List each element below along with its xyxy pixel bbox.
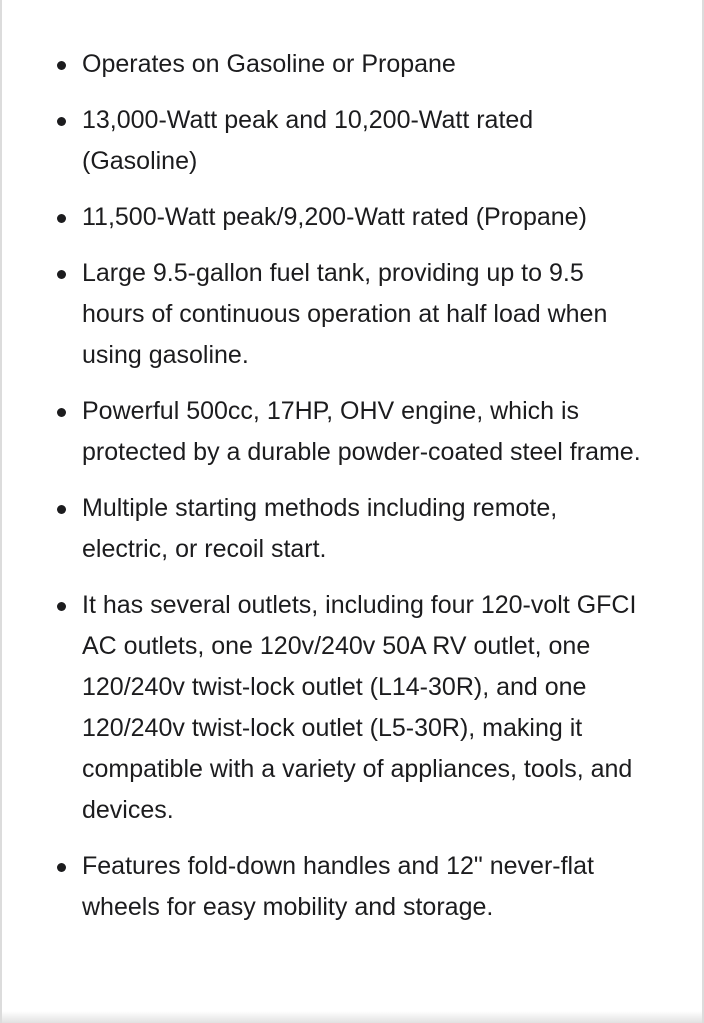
list-item-text: Features fold-down handles and 12" never-flat wheels for easy mobility and storage. [82, 852, 594, 921]
list-item-text: Multiple starting methods including remote, electric, or recoil start. [82, 494, 558, 563]
list-item [2, 253, 702, 376]
bullet-icon [57, 602, 66, 611]
bullet-icon [57, 505, 66, 514]
list-item [2, 488, 702, 570]
bullet-icon [57, 270, 66, 279]
bullet-icon [57, 863, 66, 872]
bottom-scroll-fade [2, 1011, 702, 1023]
list-item [2, 391, 702, 473]
bullet-icon [57, 117, 66, 126]
list-item-text: Large 9.5-gallon fuel tank, providing up to 9.5 hours of continuous operation at half load when using gasoline. [82, 259, 608, 369]
list-item [2, 44, 702, 85]
list-item [2, 100, 702, 182]
list-item [2, 197, 702, 238]
list-item-text: It has several outlets, including four 120-volt GFCI AC outlets, one 120v/240v 50A RV outlet, one 120/240v twist-lock outlet (L14-30R), and one 120/240v twist-lock outlet (L5-30R), making it compatible with a variety of appliances, tools, and devices. [82, 591, 637, 824]
list-item-text: 11,500-Watt peak/9,200-Watt rated (Propane) [82, 203, 587, 231]
list-item-text: Powerful 500cc, 17HP, OHV engine, which is protected by a durable powder-coated steel frame. [82, 397, 641, 466]
list-item [2, 846, 702, 928]
list-item-text: 13,000-Watt peak and 10,200-Watt rated (Gasoline) [82, 106, 534, 175]
bullet-icon [57, 408, 66, 417]
bullet-icon [57, 61, 66, 70]
list-item-text: Operates on Gasoline or Propane [82, 50, 456, 78]
feature-list [2, 44, 702, 943]
bullet-icon [57, 214, 66, 223]
list-item [2, 585, 702, 831]
